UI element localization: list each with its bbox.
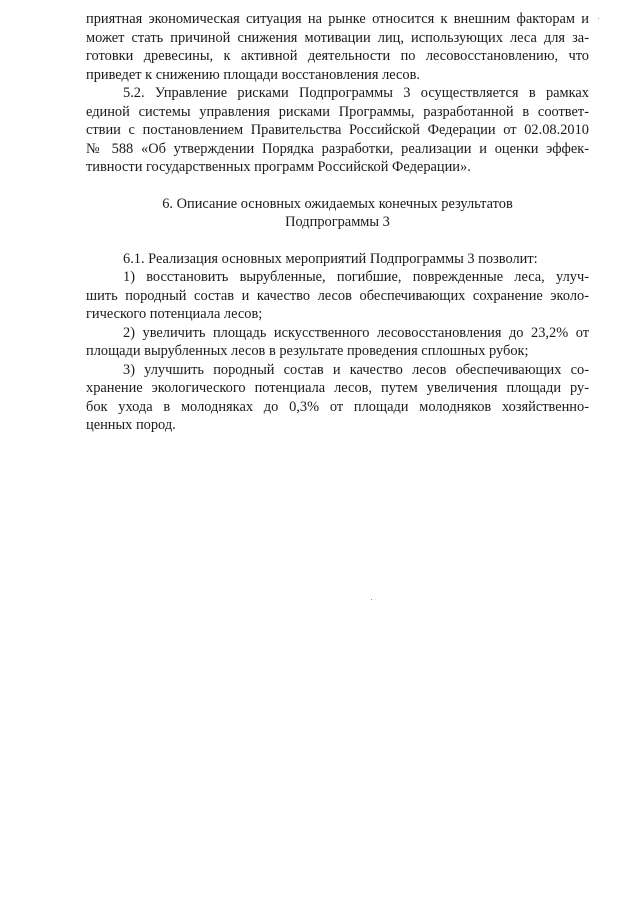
heading-line: Подпрограммы 3 xyxy=(285,214,390,230)
spacer xyxy=(86,232,589,250)
text-line: приведет к снижению площади восстановления лесов. xyxy=(86,66,421,83)
text-line: площади вырубленных лесов в результате проведения сплошных рубок; xyxy=(86,343,529,359)
scan-speck xyxy=(371,599,372,600)
text-line: единой системы управления рисками Программы, разработанной в соответ- xyxy=(86,103,589,120)
text-line: бок ухода в молодняках до 0,3% от площади молодняков хозяйственно- xyxy=(86,398,589,415)
section-6-heading xyxy=(86,195,589,232)
text-line: приятная экономическая ситуация на рынке относится к внешним факторам и xyxy=(86,11,589,27)
paragraph-6-1 xyxy=(86,250,589,269)
text-line: хранение экологического потенциала лесов, путем увеличения площади ру- xyxy=(86,380,589,396)
text-line: 6.1. Реализация основных мероприятий Подпрограммы 3 позволит: xyxy=(123,250,538,267)
text-line: шить породный состав и качество лесов обеспечивающих сохранение эколо- xyxy=(86,287,589,304)
list-item-1 xyxy=(86,268,589,324)
paragraph-5-2 xyxy=(86,84,589,177)
text-line: тивности государственных программ Российской Федерации». xyxy=(86,159,471,175)
text-line: 1) восстановить вырубленные, погибшие, поврежденные леса, улуч- xyxy=(123,269,589,285)
document-page xyxy=(86,10,589,435)
list-item-2 xyxy=(86,324,589,361)
text-line: может стать причиной снижения мотивации лиц, использующих леса для за- xyxy=(86,29,589,46)
list-item-3 xyxy=(86,361,589,435)
text-line: гического потенциала лесов; xyxy=(86,306,263,322)
text-line: ценных пород. xyxy=(86,417,176,433)
text-line: 2) увеличить площадь искусственного лесовосстановления до 23,2% от xyxy=(123,324,589,341)
scan-speck xyxy=(598,18,599,19)
text-line: готовки древесины, к активной деятельности по лесовосстановлению, что xyxy=(86,48,589,64)
text-line: 3) улучшить породный состав и качество лесов обеспечивающих со- xyxy=(123,361,589,378)
text-line: ствии с постановлением Правительства Российской Федерации от 02.08.2010 xyxy=(86,122,589,138)
spacer xyxy=(86,177,589,195)
paragraph-5-1-tail xyxy=(86,10,589,84)
heading-line: 6. Описание основных ожидаемых конечных результатов xyxy=(162,195,513,212)
text-line: 5.2. Управление рисками Подпрограммы 3 осуществляется в рамках xyxy=(123,85,589,101)
text-line: № 588 «Об утверждении Порядка разработки, реализации и оценки эффек- xyxy=(86,140,589,157)
